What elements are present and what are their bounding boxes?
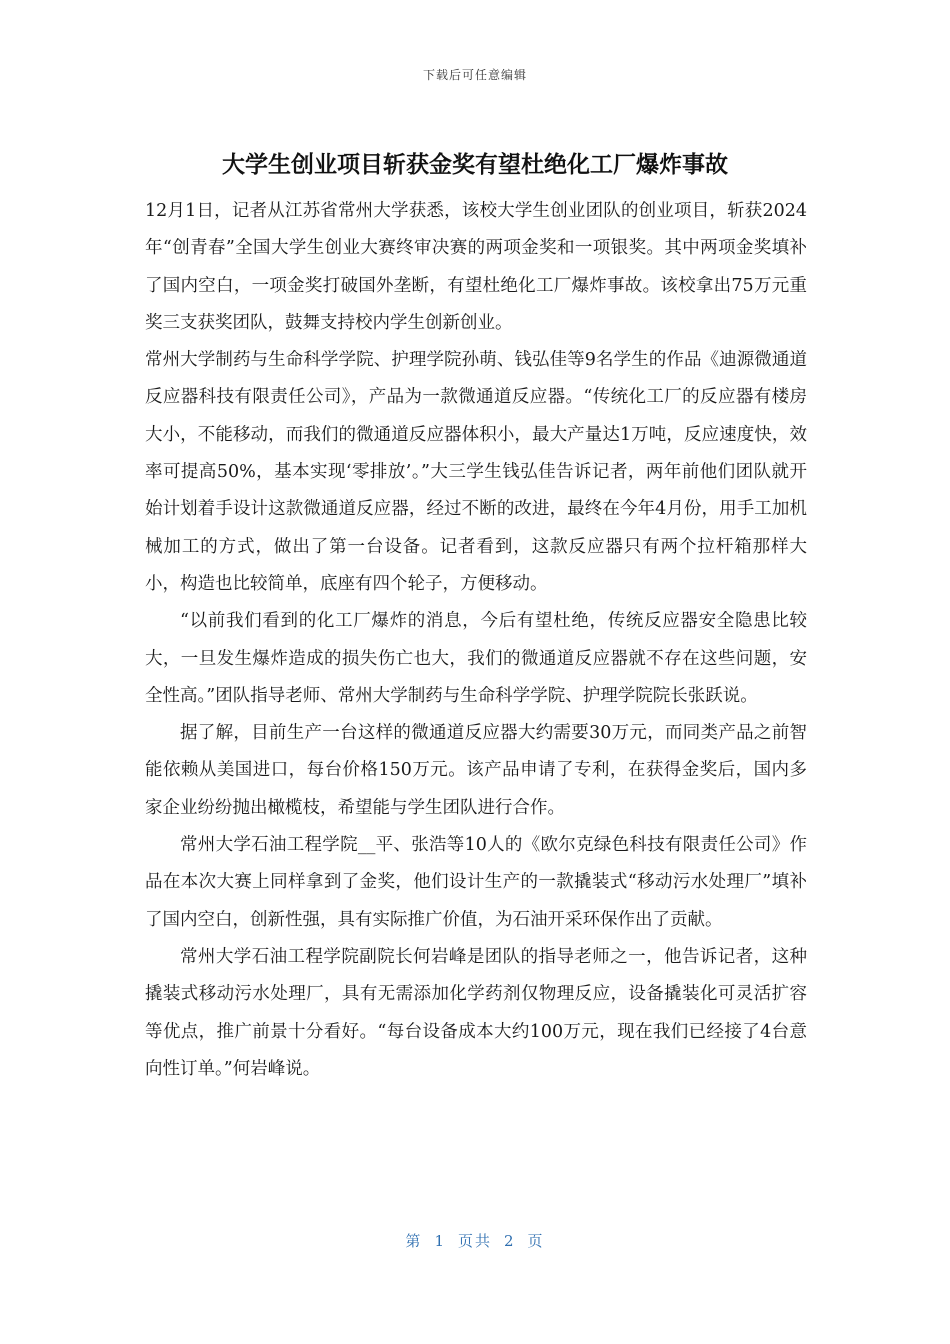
footer-total-pages: 2 [504, 1232, 516, 1250]
article-paragraph-5: 常州大学石油工程学院__平、张浩等10人的《欧尔克绿色科技有限责任公司》作品在本次大赛上同样拿到了金奖，他们设计生产的一款撬装式“移动污水处理厂”填补了国内空白，创新性强，具有实际推广价值，为石油开采环保作出了贡献。 [145, 835, 807, 930]
footer-middle: 页共 [457, 1232, 492, 1250]
article-paragraph-4: 据了解，目前生产一台这样的微通道反应器大约需要30万元，而同类产品之前智能依赖从美国进口，每台价格150万元。该产品申请了专利，在获得金奖后，国内多家企业纷纷抛出橄榄枝，希望能与学生团队进行合作。 [145, 723, 807, 818]
article-paragraph-1: 12月1日，记者从江苏省常州大学获悉，该校大学生创业团队的创业项目，斩获2024年“创青春”全国大学生创业大赛终审决赛的两项金奖和一项银奖。其中两项金奖填补了国内空白，一项金奖打破国外垄断，有望杜绝化工厂爆炸事故。该校拿出75万元重奖三支获奖团队，鼓舞支持校内学生创新创业。 [145, 201, 807, 333]
article-paragraph-6: 常州大学石油工程学院副院长何岩峰是团队的指导老师之一，他告诉记者，这种撬装式移动污水处理厂，具有无需添加化学药剂仅物理反应，设备撬装化可灵活扩容等优点，推广前景十分看好。“每台设备成本大约100万元，现在我们已经接了4台意向性订单。”何岩峰说。 [145, 946, 807, 1079]
footer-suffix: 页 [527, 1232, 545, 1250]
page-footer [0, 1230, 950, 1251]
page-header-note: 下载后可任意编辑 [422, 68, 527, 82]
footer-current-page: 1 [434, 1232, 446, 1250]
footer-prefix: 第 [405, 1232, 423, 1250]
article-paragraph-3: “以前我们看到的化工厂爆炸的消息，今后有望杜绝，传统反应器安全隐患比较大，一旦发生爆炸造成的损失伤亡也大，我们的微通道反应器就不存在这些问题，安全性高。”团队指导老师、常州大学制药与生命科学学院、护理学院院长张跃说。 [145, 611, 807, 706]
article-title: 大学生创业项目斩获金奖有望杜绝化工厂爆炸事故 [222, 152, 728, 178]
article-body [145, 193, 807, 1088]
article-paragraph-2: 常州大学制药与生命科学学院、护理学院孙萌、钱弘佳等9名学生的作品《迪源微通道反应器科技有限责任公司》，产品为一款微通道反应器。“传统化工厂的反应器有楼房大小，不能移动，而我们的微通道反应器体积小，最大产量达1万吨，反应速度快，效率可提高50%，基本实现‘零排放’。”大三学生钱弘佳告诉记者，两年前他们团队就开始计划着手设计这款微通道反应器，经过不断的改进，最终在今年4月份，用手工加机械加工的方式，做出了第一台设备。记者看到，这款反应器只有两个拉杆箱那样大小，构造也比较简单，底座有四个轮子，方便移动。 [145, 350, 807, 594]
